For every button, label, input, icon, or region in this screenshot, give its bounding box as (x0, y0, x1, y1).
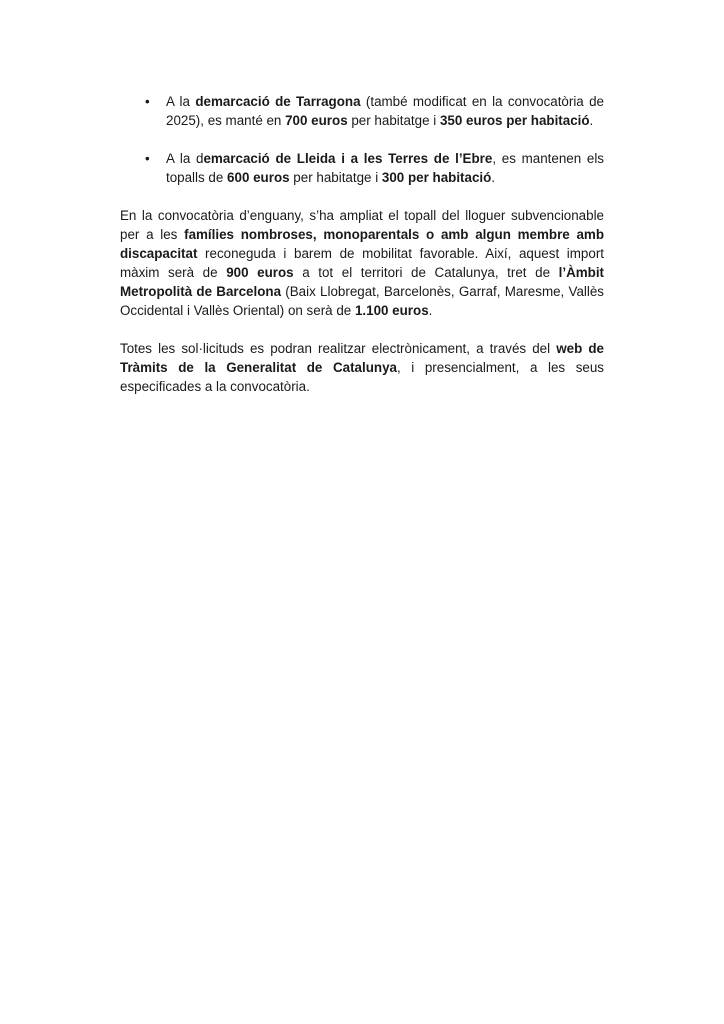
bold-run: l’Àmbit Metropolità de Barcelona (120, 265, 605, 299)
bold-run: web de Tràmits de la Generalitat de Catalunya (120, 341, 604, 375)
bold-run: 700 euros (285, 113, 348, 128)
paragraph-applications (120, 339, 604, 396)
bold-run: 900 euros (226, 265, 294, 280)
bullet-text (166, 151, 604, 185)
text-run: . (428, 303, 433, 318)
bold-run: 300 per habitació (381, 170, 492, 185)
bullet-icon: • (145, 151, 150, 166)
bullet-list (120, 92, 604, 187)
bullet-item-lleida (120, 149, 604, 187)
text-run: En la convocatòria d’enguany, s’ha ampliat el topall del lloguer subvencionable per a les (120, 208, 604, 242)
bold-run: emarcació de Lleida i a les Terres de l’Ebre (203, 151, 493, 166)
bold-run: demarcació de Tarragona (195, 94, 361, 109)
bullet-text (166, 94, 604, 128)
text-run: A la (166, 94, 196, 109)
bold-run: 600 euros (227, 170, 290, 185)
bullet-item-tarragona (120, 92, 604, 130)
document-body (120, 92, 604, 415)
text-run: A la d (166, 151, 204, 166)
bold-run: 350 euros per habitació (439, 113, 590, 128)
text-run: . (491, 170, 496, 185)
paragraph-families (120, 206, 604, 320)
text-run: (Baix Llobregat, Barcelonès, Garraf, Maresme, Vallès Occidental i Vallès Oriental) on serà de (120, 284, 604, 318)
bullet-icon: • (145, 94, 150, 109)
text-run: , es mantenen els topalls de (166, 151, 604, 185)
text-run: reconeguda i barem de mobilitat favorable. Així, aquest import màxim serà de (120, 246, 604, 280)
text-run: a tot el territori de Catalunya, tret de (293, 265, 559, 280)
bold-run: famílies nombroses, monoparentals o amb algun membre amb discapacitat (120, 227, 604, 261)
bold-run: 1.100 euros (354, 303, 429, 318)
text-run: . (589, 113, 594, 128)
text-run: (també modificat en la convocatòria de 2025), es manté en (166, 94, 604, 128)
text-run: per habitatge i (347, 113, 440, 128)
text-run: , i presencialment, a les seus especificades a la convocatòria. (120, 360, 604, 394)
text-run: Totes les sol·licituds es podran realitzar electrònicament, a través del (120, 341, 557, 356)
text-run: per habitatge i (289, 170, 382, 185)
